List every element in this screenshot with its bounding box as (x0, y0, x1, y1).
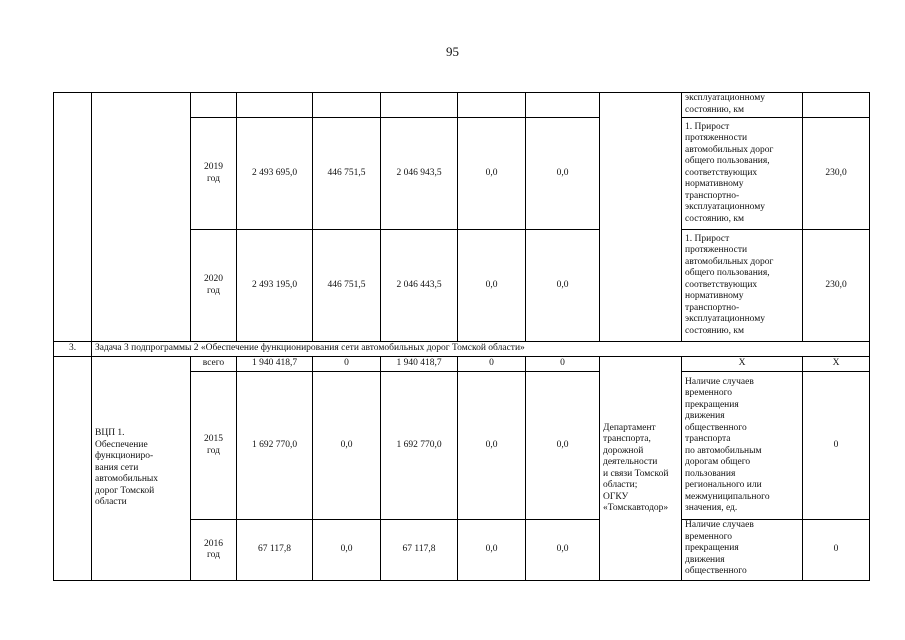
indicator-cell: Наличие случаев временного прекращения движения общественного (682, 520, 803, 581)
value-cell (803, 93, 870, 118)
total-cell: 2 493 195,0 (237, 230, 313, 342)
indicator-cell: Х (682, 357, 803, 372)
indicator-cell: 1. Прирост протяженности автомобильных дорог общего пользования, соответствующих нормативному транспортно- эксплуатационному состоянию, км (682, 230, 803, 342)
program-table (53, 92, 870, 581)
name-cell: ВЦП 1. Обеспечение функциониро- вания сети автомобильных дорог Томской области (92, 357, 191, 581)
year-cell: 2019 год (191, 118, 237, 230)
executor-cell (600, 93, 682, 342)
local-cell (458, 93, 526, 118)
year-cell: 2016 год (191, 520, 237, 581)
regional-cell: 2 046 943,5 (381, 118, 458, 230)
local-cell: 0 (458, 357, 526, 372)
other-cell: 0,0 (526, 372, 600, 520)
total-cell: 1 692 770,0 (237, 372, 313, 520)
other-cell (526, 93, 600, 118)
regional-cell: 2 046 443,5 (381, 230, 458, 342)
year-cell (191, 93, 237, 118)
total-cell: 1 940 418,7 (237, 357, 313, 372)
regional-cell: 1 940 418,7 (381, 357, 458, 372)
local-cell: 0,0 (458, 372, 526, 520)
value-cell: 230,0 (803, 118, 870, 230)
local-cell: 0,0 (458, 118, 526, 230)
federal-cell: 446 751,5 (313, 118, 381, 230)
federal-cell: 0,0 (313, 372, 381, 520)
local-cell: 0,0 (458, 230, 526, 342)
table-row (54, 357, 870, 372)
total-cell: 67 117,8 (237, 520, 313, 581)
task-number-cell: 3. (54, 342, 92, 357)
value-cell: 0 (803, 372, 870, 520)
federal-cell (313, 93, 381, 118)
other-cell: 0,0 (526, 230, 600, 342)
table-row (54, 342, 870, 357)
executor-cell: Департамент транспорта, дорожной деятельности и связи Томской области; ОГКУ «Томскавтодор» (600, 357, 682, 581)
number-cell (54, 93, 92, 342)
federal-cell: 0 (313, 357, 381, 372)
value-cell: Х (803, 357, 870, 372)
federal-cell: 446 751,5 (313, 230, 381, 342)
other-cell: 0,0 (526, 520, 600, 581)
indicator-cell: 1. Прирост протяженности автомобильных дорог общего пользования, соответствующих нормативному транспортно- эксплуатационному состоянию, км (682, 118, 803, 230)
indicator-cell: Наличие случаев временного прекращения движения общественного транспорта по автомобильным дорогам общего пользования регионального или межмуниципального значения, ед. (682, 372, 803, 520)
other-cell: 0,0 (526, 118, 600, 230)
local-cell: 0,0 (458, 520, 526, 581)
value-cell: 230,0 (803, 230, 870, 342)
regional-cell (381, 93, 458, 118)
year-cell: 2020 год (191, 230, 237, 342)
total-cell: 2 493 695,0 (237, 118, 313, 230)
regional-cell: 1 692 770,0 (381, 372, 458, 520)
year-cell: всего (191, 357, 237, 372)
federal-cell: 0,0 (313, 520, 381, 581)
table-row (54, 93, 870, 118)
task-title-cell: Задача 3 подпрограммы 2 «Обеспечение функционирования сети автомобильных дорог Томской области» (92, 342, 870, 357)
name-cell (92, 93, 191, 342)
value-cell: 0 (803, 520, 870, 581)
indicator-cell: эксплуатационному состоянию, км (682, 93, 803, 118)
other-cell: 0 (526, 357, 600, 372)
total-cell (237, 93, 313, 118)
regional-cell: 67 117,8 (381, 520, 458, 581)
year-cell: 2015 год (191, 372, 237, 520)
page-number: 95 (446, 44, 459, 59)
number-cell (54, 357, 92, 581)
